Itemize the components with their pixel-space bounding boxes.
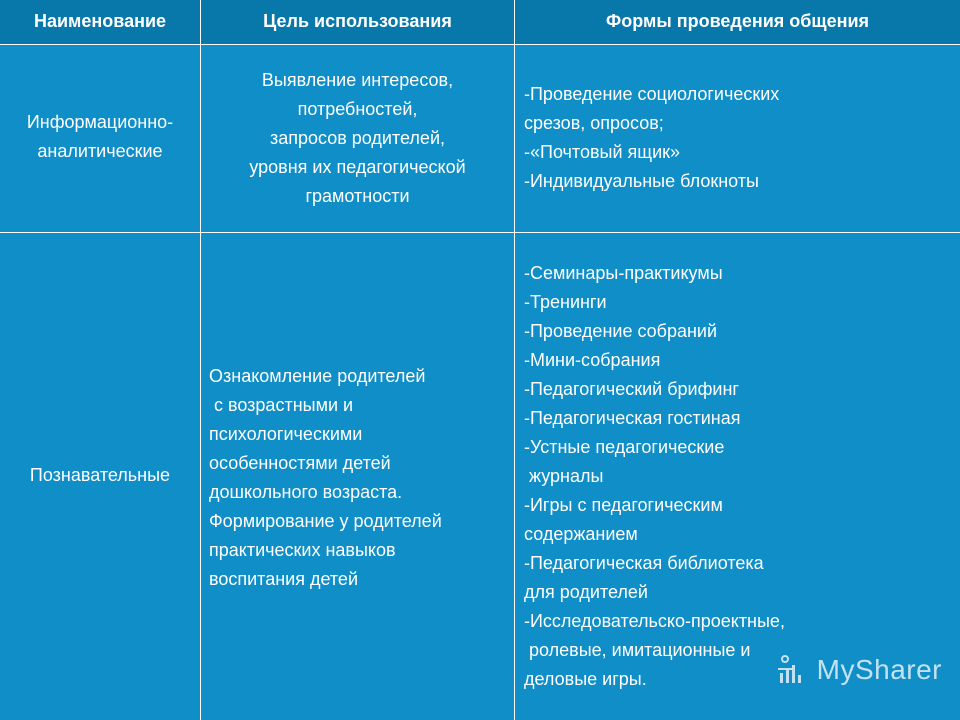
row-divider xyxy=(0,44,960,45)
row1-name: Информационно- аналитические xyxy=(26,112,174,161)
row2-goal: Ознакомление родителей с возрастными и психологическими особенностями детей дошкольного возраста. Формирование у родителей практических навыков воспитания детей xyxy=(209,366,442,589)
table-header-row xyxy=(0,0,960,44)
row1-goal: Выявление интересов, потребностей, запросов родителей, уровня их педагогической грамотности xyxy=(249,70,466,206)
mysharer-logo-icon xyxy=(775,653,809,687)
header-name: Наименование xyxy=(33,11,167,31)
header-forms: Формы проведения общения xyxy=(605,11,870,31)
watermark-text: MySharer xyxy=(816,654,942,685)
header-goal: Цель использования xyxy=(263,11,452,31)
column-divider xyxy=(514,0,515,720)
row2-name: Познавательные xyxy=(29,465,171,485)
row-divider xyxy=(0,232,960,233)
watermark xyxy=(775,650,942,690)
row2-forms: -Семинары-практикумы -Тренинги -Проведение собраний -Мини-собрания -Педагогический брифинг -Педагогическая гостиная -Устные педагогические журналы -Игры с педагогическим содержанием -Педагогическая библиотека для родителей -Исследовательско-проектные, ролевые, имитационные и деловые игры. xyxy=(524,263,785,689)
row1-forms: -Проведение социологических срезов, опросов; -«Почтовый ящик» -Индивидуальные блокноты xyxy=(524,84,780,191)
